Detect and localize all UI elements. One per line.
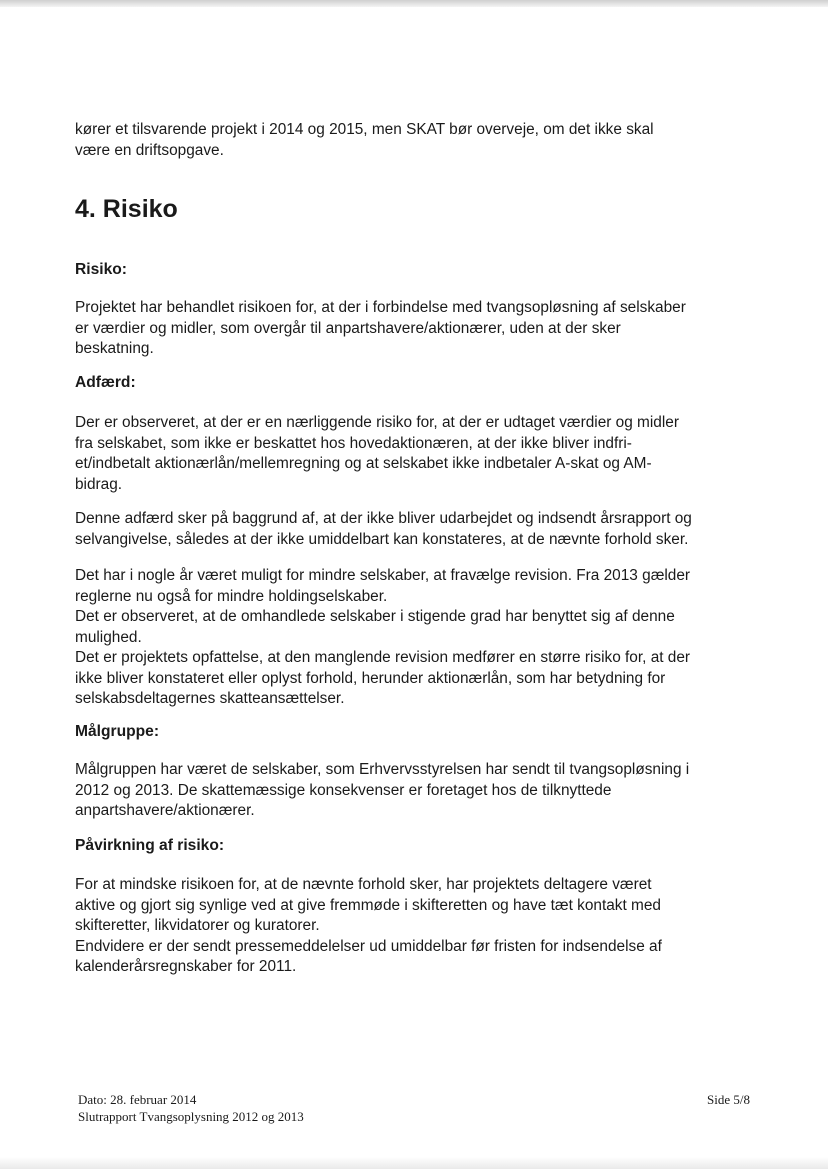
text-line: Målgruppen har været de selskaber, som Erhvervsstyrelsen har sendt til tvangsopløsning i	[75, 761, 690, 778]
text-line: kører et tilsvarende projekt i 2014 og 2015, men SKAT bør overveje, om det ikke skal	[75, 121, 654, 138]
text-line: skifteretter, likvidatorer og kuratorer.	[75, 917, 320, 934]
adfaerd-paragraph-3	[75, 566, 690, 710]
footer-date: Dato: 28. februar 2014	[78, 1092, 197, 1107]
text-line: beskatning.	[75, 340, 154, 357]
footer-report-title: Slutrapport Tvangsoplysning 2012 og 2013	[78, 1109, 304, 1124]
text-line: ikke bliver konstateret eller oplyst forhold, herunder aktionærlån, som har betydning for	[75, 669, 666, 687]
text-line: Denne adfærd sker på baggrund af, at der ikke bliver udarbejdet og indsendt årsrapport og	[75, 510, 692, 527]
text-line: fra selskabet, som ikke er beskattet hos hovedaktionæren, at der ikke bliver indfri-	[75, 434, 632, 452]
adfaerd-paragraph-2	[75, 509, 692, 550]
footer-page-number: Side 5/8	[707, 1092, 750, 1107]
paavirkning-heading: Påvirkning af risiko:	[75, 837, 225, 854]
adfaerd-paragraph-1	[75, 413, 679, 495]
scan-edge-bottom	[0, 1157, 828, 1169]
text-line: selvangivelse, således at der ikke umiddelbart kan konstateres, at de nævnte forhold sker.	[75, 530, 689, 548]
footer-left	[78, 1091, 304, 1125]
text-line: anpartshavere/aktionærer.	[75, 802, 255, 819]
text-line: Projektet har behandlet risikoen for, at der i forbindelse med tvangsopløsning af selskaber	[75, 299, 686, 316]
text-line: kalenderårsregnskaber for 2011.	[75, 958, 297, 975]
section-title: 4. Risiko	[75, 195, 178, 223]
intro-paragraph	[75, 120, 654, 161]
text-line: mulighed.	[75, 628, 142, 646]
text-line: 2012 og 2013. De skattemæssige konsekvenser er foretaget hos de tilknyttede	[75, 781, 612, 799]
text-line: Det er observeret, at de omhandlede selskaber i stigende grad har benyttet sig af denne	[75, 608, 675, 625]
risiko-heading: Risiko:	[75, 261, 127, 278]
text-line: Det har i nogle år været muligt for mindre selskaber, at fravælge revision. Fra 2013 gælder	[75, 567, 691, 584]
text-line: For at mindske risikoen for, at de nævnte forhold sker, har projektets deltagere været	[75, 876, 652, 893]
text-line: aktive og gjort sig synlige ved at give fremmøde i skifteretten og have tæt kontakt med	[75, 896, 661, 914]
text-line: være en driftsopgave.	[75, 141, 224, 159]
maalgruppe-heading: Målgruppe:	[75, 723, 160, 740]
text-line: Der er observeret, at der er en nærliggende risiko for, at der er udtaget værdier og midler	[75, 414, 679, 431]
adfaerd-heading: Adfærd:	[75, 374, 136, 391]
text-line: et/indbetalt aktionærlån/mellemregning og at selskabet ikke indbetaler A-skat og AM-	[75, 455, 652, 472]
risiko-paragraph	[75, 298, 686, 360]
paavirkning-paragraph	[75, 875, 662, 978]
text-line: Endvidere er der sendt pressemeddelelser ud umiddelbar før fristen for indsendelse af	[75, 937, 662, 955]
text-line: selskabsdeltagernes skatteansættelser.	[75, 690, 345, 707]
text-line: Det er projektets opfattelse, at den manglende revision medfører en større risiko for, at der	[75, 649, 691, 666]
text-line: reglerne nu også for mindre holdingselskaber.	[75, 587, 388, 605]
text-line: bidrag.	[75, 475, 123, 493]
scan-edge-top	[0, 0, 828, 7]
maalgruppe-paragraph	[75, 760, 689, 822]
text-line: er værdier og midler, som overgår til anpartshavere/aktionærer, uden at der sker	[75, 319, 621, 337]
